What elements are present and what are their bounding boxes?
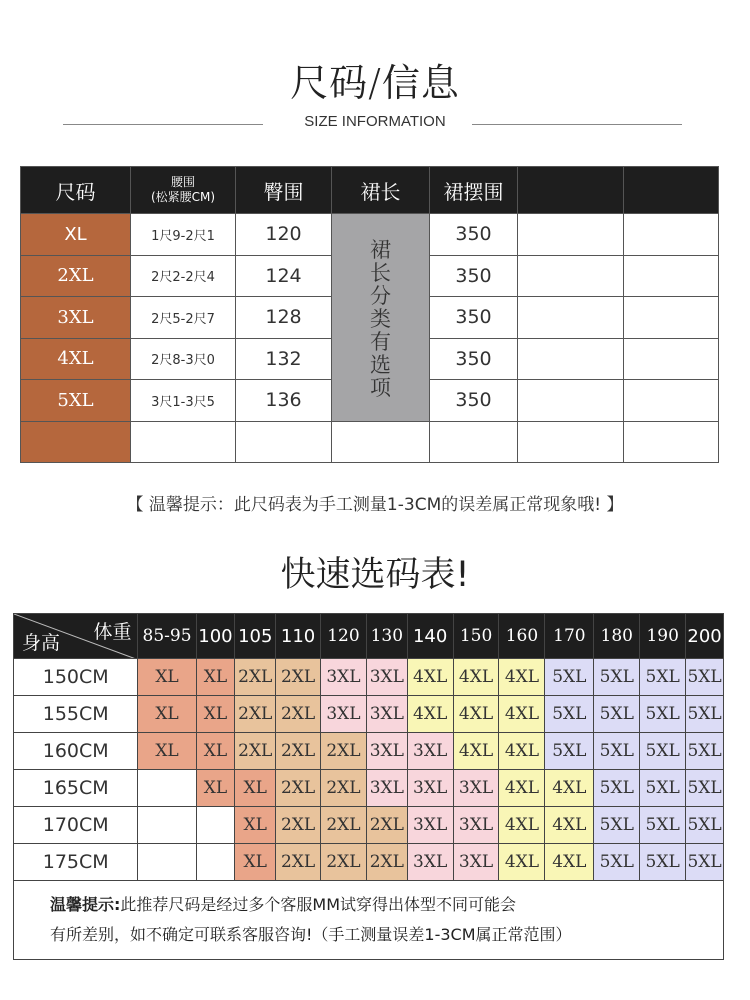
weight-header: 170	[545, 614, 594, 659]
weight-header: 180	[594, 614, 640, 659]
height-cell: 150CM	[14, 659, 138, 696]
weight-header: 200	[686, 614, 724, 659]
hem-cell	[430, 421, 518, 463]
recommended-size-cell: 3XL	[366, 770, 407, 807]
size-cell	[21, 421, 131, 463]
header-size: 尺码	[21, 167, 131, 214]
quick-table-row	[14, 770, 724, 807]
quick-size-table	[13, 613, 724, 960]
recommended-size-cell: 4XL	[499, 733, 545, 770]
skirt-length-cell	[332, 421, 430, 463]
recommended-size-cell: 4XL	[499, 659, 545, 696]
corner-height-label: 身高	[22, 632, 61, 654]
recommended-size-cell: 2XL	[321, 770, 367, 807]
height-cell: 160CM	[14, 733, 138, 770]
size-table-row	[21, 421, 719, 463]
recommended-size-cell: XL	[138, 733, 196, 770]
measurement-tip: 【 温馨提示：此尺码表为手工测量1-3CM的误差属正常现象哦! 】	[126, 495, 624, 515]
recommended-size-cell: 3XL	[407, 807, 453, 844]
waist-cell: 2尺5-2尺7	[131, 297, 236, 339]
recommended-size-cell: XL	[138, 696, 196, 733]
recommended-size-cell: 4XL	[499, 807, 545, 844]
recommended-size-cell: 3XL	[407, 733, 453, 770]
size-cell: 2XL	[21, 255, 131, 297]
header-hip: 臀围	[236, 167, 332, 214]
recommended-size-cell: 2XL	[235, 659, 276, 696]
hem-cell: 350	[430, 380, 518, 422]
header-empty-1	[518, 167, 624, 214]
hem-cell: 350	[430, 255, 518, 297]
recommended-size-cell: 5XL	[545, 733, 594, 770]
recommended-size-cell: 3XL	[407, 770, 453, 807]
recommended-size-cell: 5XL	[640, 659, 686, 696]
hem-cell: 350	[430, 338, 518, 380]
hip-cell: 132	[236, 338, 332, 380]
waist-cell: 1尺9-2尺1	[131, 214, 236, 256]
recommended-size-cell: 3XL	[453, 844, 499, 881]
size-info-table	[20, 166, 719, 463]
size-table-row	[21, 214, 719, 256]
recommended-size-cell: XL	[235, 844, 276, 881]
note-row	[14, 881, 724, 960]
recommended-size-cell: 2XL	[366, 844, 407, 881]
recommended-size-cell: 5XL	[640, 844, 686, 881]
recommended-size-cell: 2XL	[321, 733, 367, 770]
quick-table-row	[14, 733, 724, 770]
recommended-size-cell: 5XL	[594, 659, 640, 696]
size-cell: 4XL	[21, 338, 131, 380]
height-cell: 155CM	[14, 696, 138, 733]
recommended-size-cell: 2XL	[321, 844, 367, 881]
hip-cell: 124	[236, 255, 332, 297]
weight-header: 85-95	[138, 614, 196, 659]
recommended-size-cell: 3XL	[366, 659, 407, 696]
weight-header: 110	[276, 614, 321, 659]
empty-cell	[518, 255, 624, 297]
subtitle-row	[0, 113, 750, 137]
recommended-size-cell: 4XL	[453, 696, 499, 733]
empty-cell	[518, 338, 624, 380]
recommendation-note	[14, 881, 724, 960]
recommended-size-cell: XL	[196, 733, 235, 770]
size-cell: 3XL	[21, 297, 131, 339]
page-subtitle: SIZE INFORMATION	[304, 113, 446, 130]
weight-header: 140	[407, 614, 453, 659]
header-empty-2	[624, 167, 719, 214]
skirt-length-cell	[332, 214, 430, 422]
weight-header: 130	[366, 614, 407, 659]
quick-table-header-row	[14, 614, 724, 659]
quick-table-row	[14, 807, 724, 844]
size-cell: XL	[21, 214, 131, 256]
recommended-size-cell: 3XL	[407, 844, 453, 881]
recommended-size-cell: 2XL	[276, 770, 321, 807]
recommended-size-cell: 3XL	[366, 733, 407, 770]
recommended-size-cell: 5XL	[545, 659, 594, 696]
height-cell: 170CM	[14, 807, 138, 844]
recommended-size-cell: 2XL	[276, 733, 321, 770]
skirt-length-note: 裙长分类有选项	[370, 237, 391, 400]
recommended-size-cell: 4XL	[407, 659, 453, 696]
weight-header: 190	[640, 614, 686, 659]
recommended-size-cell: 4XL	[453, 659, 499, 696]
recommended-size-cell	[138, 844, 196, 881]
recommended-size-cell: 4XL	[453, 733, 499, 770]
recommended-size-cell: XL	[235, 770, 276, 807]
note-line2: 有所差别，如不确定可联系客服咨询!（手工测量误差1-3CM属正常范围）	[50, 925, 572, 944]
empty-cell	[518, 297, 624, 339]
quick-chart-title: 快速选码表!	[280, 555, 470, 595]
weight-header: 160	[499, 614, 545, 659]
waist-cell: 3尺1-3尺5	[131, 380, 236, 422]
hip-cell: 136	[236, 380, 332, 422]
recommended-size-cell: 5XL	[594, 733, 640, 770]
recommended-size-cell: 5XL	[686, 807, 724, 844]
waist-cell	[131, 421, 236, 463]
waist-cell: 2尺2-2尺4	[131, 255, 236, 297]
recommended-size-cell: 3XL	[366, 696, 407, 733]
weight-header: 100	[196, 614, 235, 659]
recommended-size-cell: 2XL	[276, 844, 321, 881]
recommended-size-cell: 3XL	[321, 659, 367, 696]
recommended-size-cell: 5XL	[640, 770, 686, 807]
recommended-size-cell: XL	[196, 696, 235, 733]
recommended-size-cell: 2XL	[276, 659, 321, 696]
quick-table-row	[14, 659, 724, 696]
recommended-size-cell: 4XL	[545, 844, 594, 881]
empty-cell	[518, 214, 624, 256]
recommended-size-cell: 5XL	[545, 696, 594, 733]
recommended-size-cell: XL	[196, 770, 235, 807]
height-cell: 175CM	[14, 844, 138, 881]
empty-cell	[518, 421, 624, 463]
recommended-size-cell: 5XL	[686, 733, 724, 770]
recommended-size-cell: XL	[138, 659, 196, 696]
empty-cell	[624, 214, 719, 256]
empty-cell	[624, 255, 719, 297]
recommended-size-cell	[196, 807, 235, 844]
waist-cell: 2尺8-3尺0	[131, 338, 236, 380]
header-waist	[131, 167, 236, 214]
recommended-size-cell: 4XL	[499, 844, 545, 881]
recommended-size-cell	[196, 844, 235, 881]
weight-header: 105	[235, 614, 276, 659]
header-waist-line1: 腰围	[170, 175, 195, 189]
recommended-size-cell: 4XL	[545, 807, 594, 844]
empty-cell	[624, 380, 719, 422]
recommended-size-cell: 4XL	[499, 770, 545, 807]
weight-header: 120	[321, 614, 367, 659]
recommended-size-cell: 5XL	[594, 844, 640, 881]
hip-cell: 128	[236, 297, 332, 339]
note-line1: 此推荐尺码是经过多个客服MM试穿得出体型不同可能会	[120, 895, 517, 914]
recommended-size-cell: 2XL	[276, 696, 321, 733]
weight-header: 150	[453, 614, 499, 659]
recommended-size-cell: 2XL	[276, 807, 321, 844]
recommended-size-cell: 5XL	[594, 807, 640, 844]
subtitle-divider-right	[472, 124, 682, 125]
recommended-size-cell: 2XL	[321, 807, 367, 844]
recommended-size-cell: 5XL	[686, 659, 724, 696]
recommended-size-cell: 4XL	[545, 770, 594, 807]
header-hem: 裙摆围	[430, 167, 518, 214]
recommended-size-cell: XL	[196, 659, 235, 696]
quick-table-row	[14, 696, 724, 733]
height-cell: 165CM	[14, 770, 138, 807]
recommended-size-cell: 4XL	[407, 696, 453, 733]
recommended-size-cell: 5XL	[640, 807, 686, 844]
hem-cell: 350	[430, 214, 518, 256]
empty-cell	[624, 338, 719, 380]
recommended-size-cell: 5XL	[686, 696, 724, 733]
recommended-size-cell	[138, 770, 196, 807]
quick-table-row	[14, 844, 724, 881]
recommended-size-cell: 2XL	[366, 807, 407, 844]
size-table-header-row	[21, 167, 719, 214]
hip-cell: 120	[236, 214, 332, 256]
recommended-size-cell: 5XL	[640, 733, 686, 770]
empty-cell	[624, 297, 719, 339]
corner-header	[14, 614, 138, 659]
recommended-size-cell	[138, 807, 196, 844]
recommended-size-cell: 2XL	[235, 733, 276, 770]
note-label: 温馨提示:	[50, 895, 121, 914]
recommended-size-cell: 2XL	[235, 696, 276, 733]
empty-cell	[518, 380, 624, 422]
recommended-size-cell: 3XL	[321, 696, 367, 733]
recommended-size-cell: 5XL	[686, 770, 724, 807]
hip-cell	[236, 421, 332, 463]
recommended-size-cell: 5XL	[640, 696, 686, 733]
recommended-size-cell: 3XL	[453, 807, 499, 844]
recommended-size-cell: 5XL	[594, 696, 640, 733]
header-skirt-length: 裙长	[332, 167, 430, 214]
recommended-size-cell: 3XL	[453, 770, 499, 807]
header-waist-line2: (松紧腰CM)	[150, 190, 216, 204]
recommended-size-cell: 5XL	[594, 770, 640, 807]
recommended-size-cell: 4XL	[499, 696, 545, 733]
recommended-size-cell: 5XL	[686, 844, 724, 881]
page-title: 尺码/信息	[290, 61, 460, 105]
size-cell: 5XL	[21, 380, 131, 422]
recommended-size-cell: XL	[235, 807, 276, 844]
corner-weight-label: 体重	[93, 621, 132, 643]
hem-cell: 350	[430, 297, 518, 339]
empty-cell	[624, 421, 719, 463]
